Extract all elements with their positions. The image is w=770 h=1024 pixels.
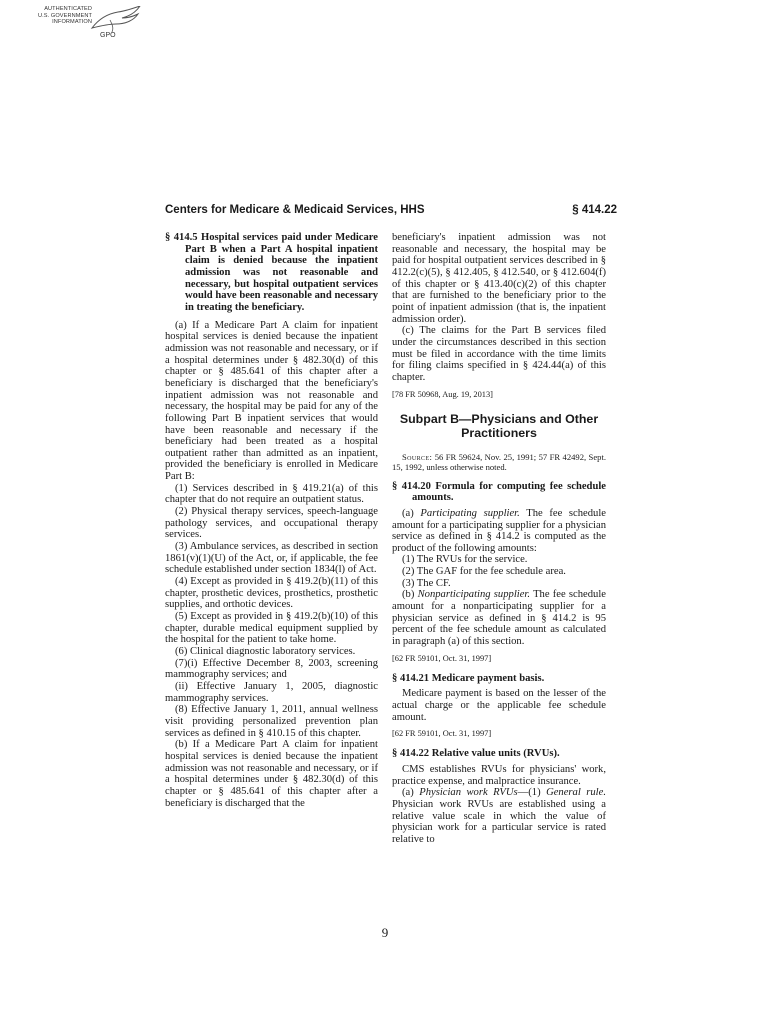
logo-caption <box>28 6 92 26</box>
subpart-title: Subpart B—Physicians and Other Practitioners <box>399 411 599 440</box>
source-label: Source: <box>402 451 433 462</box>
paragraph-414-21: Medicare payment is based on the lesser of the actual charge or the applicable fee schedule amount. <box>392 688 606 723</box>
defined-term: Nonparticipating supplier. <box>417 589 531 601</box>
citation: [62 FR 59101, Oct. 31, 1997] <box>392 653 492 663</box>
defined-term: Participating supplier. <box>420 507 520 519</box>
right-column <box>392 232 606 846</box>
list-item-4: (4) Except as provided in § 419.2(b)(11) of this chapter, prosthetic devices, prosthetics, prosthetic supplies, and orthotic devices. <box>165 576 378 611</box>
list-item-rvus: (1) The RVUs for the service. <box>402 554 528 566</box>
paragraph-label: (a) <box>402 507 414 519</box>
list-item-7ii: (ii) Effective January 1, 2005, diagnostic mammography services. <box>165 680 378 704</box>
running-head-title: Centers for Medicare & Medicaid Services, HHS <box>165 204 425 216</box>
citation: [62 FR 59101, Oct. 31, 1997] <box>392 729 492 739</box>
paragraph-414-22-intro: CMS establishes RVUs for physicians' work, practice expense, and malpractice insurance. <box>392 764 606 787</box>
gpo-authentication-logo <box>28 6 146 48</box>
section-heading-414-5: § 414.5 Hospital services paid under Medicare Part B when a Part A hospital inpatient claim is denied because the inpatient admission was not reasonable and necessary, but hospital outpatient services would have been reasonable and necessary in treating the beneficiary. <box>165 232 378 313</box>
paragraph-number: —(1) <box>517 787 541 799</box>
paragraph-text: The fee schedule amount for a participating supplier for a physician service as defined in § 414.2 is computed as the product of the following amounts: <box>392 507 606 554</box>
logo-line-1: AUTHENTICATED <box>44 6 92 12</box>
left-column <box>165 232 378 809</box>
section-heading-414-22: § 414.22 Relative value units (RVUs). <box>392 748 560 760</box>
list-item-2: (2) Physical therapy services, speech-language pathology services, and occupational therapy services. <box>165 506 378 541</box>
defined-term: General rule. <box>546 787 606 799</box>
running-head-section: § 414.22 <box>572 204 617 216</box>
paragraph-414-22-a <box>392 787 606 845</box>
logo-line-3: INFORMATION <box>52 19 92 26</box>
paragraph-text: The fee schedule amount for a nonparticipating supplier for a physician service as defined in § 414.2 is 95 percent of the fee schedule amount as calculated in paragraph (a) of this section. <box>392 589 606 648</box>
list-item-cf: (3) The CF. <box>402 577 451 589</box>
paragraph-label: (b) <box>402 589 415 601</box>
list-item-8: (8) Effective January 1, 2011, annual wellness visit providing personalized prevention plan services as defined in § 410.15 of this chapter. <box>165 704 378 739</box>
paragraph-c: (c) The claims for the Part B services filed under the circumstances described in this section must be filed in accordance with the time limits for filing claims specified in § 424.44(a) of this chapter. <box>392 325 606 383</box>
paragraph-414-20-a <box>392 508 606 555</box>
paragraph-b-continued: beneficiary's inpatient admission was not reasonable and necessary, the hospital may be paid for hospital outpatient services described in § 412.2(c)(5), § 412.405, § 412.540, or § 412.604(f) of this chapter or § 413.40(c)(2) of this chapter that are furnished to the beneficiary prior to the point of inpatient admission (that is, the inpatient admission order). <box>392 232 606 325</box>
section-heading-414-20: § 414.20 Formula for computing fee schedule amounts. <box>392 480 606 504</box>
running-head <box>165 204 617 220</box>
list-item-6: (6) Clinical diagnostic laboratory services. <box>175 645 356 657</box>
source-text: 56 FR 59624, Nov. 25, 1991; 57 FR 42492, Sept. 15, 1992, unless otherwise noted. <box>392 451 606 473</box>
list-item-3: (3) Ambulance services, as described in section 1861(v)(1)(U) of the Act, or, if applicable, the fee schedule established under section 1834(l) of Act. <box>165 541 378 576</box>
paragraph-414-20-b <box>392 589 606 647</box>
paragraph-b: (b) If a Medicare Part A claim for inpatient hospital services is denied because the inpatient admission was not reasonable and necessary, or if a hospital determines under § 482.30(d) of this chapter or § 485.641 of this chapter after a beneficiary is discharged that the <box>165 739 378 809</box>
paragraph-label: (a) <box>402 787 414 799</box>
citation: [78 FR 50968, Aug. 19, 2013] <box>392 389 493 399</box>
section-heading-414-21: § 414.21 Medicare payment basis. <box>392 672 545 684</box>
paragraph-text: Physician work RVUs are established using a relative value scale in which the value of physician work for a particular service is rated relative to <box>392 798 606 845</box>
source-note <box>392 452 606 473</box>
page-number: 9 <box>381 925 389 940</box>
list-item-5: (5) Except as provided in § 419.2(b)(10) of this chapter, durable medical equipment supplied by the hospital for the patient to take home. <box>165 611 378 646</box>
eagle-icon <box>88 6 144 36</box>
list-item-1: (1) Services described in § 419.21(a) of this chapter that do not require an outpatient status. <box>165 482 378 506</box>
paragraph-a: (a) If a Medicare Part A claim for inpatient hospital services is denied because the inpatient admission was not reasonable and necessary, or if a hospital determines under § 482.30(d) of this chapter or § 485.641 of this chapter after a beneficiary is discharged that the beneficiary's inpatient admission was not reasonable and necessary, the hospital may be paid for any of the following Part B inpatient services that would have been reasonable and necessary if the beneficiary had been treated as a hospital outpatient rather than admitted as an inpatient, provided the beneficiary is enrolled in Medicare Part B: <box>165 319 378 483</box>
logo-line-2: U.S. GOVERNMENT <box>37 12 92 19</box>
list-item-gaf: (2) The GAF for the fee schedule area. <box>402 566 566 578</box>
list-item-7i: (7)(i) Effective December 8, 2003, screening mammography services; and <box>165 657 378 681</box>
gpo-mark: GPO <box>100 32 116 39</box>
defined-term: Physician work RVUs <box>419 787 518 799</box>
